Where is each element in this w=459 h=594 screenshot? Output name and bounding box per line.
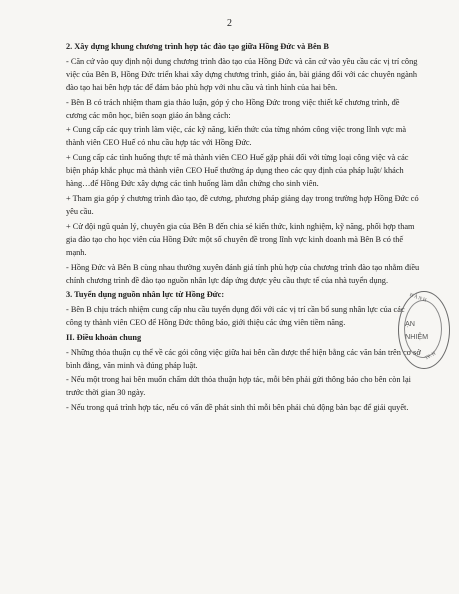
paragraph: - Nếu một trong hai bên muốn chấm dứt thỏa thuận hợp tác, mỗi bên phải gửi thông báo cho bên còn lại trước thời gian 30 ngày. xyxy=(66,375,411,398)
paragraph: - Bên B chịu trách nhiệm cung cấp nhu cầu tuyển dụng đối với các vị trí cần bổ sung nhân lực của các công ty thành viên CEO để Hồng Đức thông báo, giới thiệu các ứng viên tiềm năng. xyxy=(66,305,405,328)
paragraph: - Bên B có trách nhiệm tham gia thảo luận, góp ý cho Hồng Đức trong việc thiết kế chương trình, đề cương các môn học, biên soạn giáo án bằng cách: xyxy=(66,97,400,120)
stamp-top-text: HÀNH xyxy=(408,292,428,305)
stamp-inner-ring xyxy=(404,300,442,358)
section-heading: 2. Xây dựng khung chương trình hợp tác đào tạo giữa Hồng Đức và Bên B xyxy=(66,42,329,51)
company-stamp xyxy=(398,291,450,369)
stamp-line-2: NHIỆM xyxy=(405,332,429,341)
stamp-line-1: ẠN xyxy=(405,319,415,328)
document-body xyxy=(66,40,422,416)
paragraph: + Tham gia góp ý chương trình đào tạo, đề cương, phương pháp giảng dạy trong trường hợp Hồng Đức có yêu cầu. xyxy=(66,194,419,217)
section-heading: II. Điều khoản chung xyxy=(66,332,142,342)
page-number: 2 xyxy=(227,18,232,29)
paragraph: + Cung cấp các tình huống thực tế mà thành viên CEO Huế gặp phải đối với từng loại công việc và các biện pháp khắc phục mà thành viên CEO Huế thường áp dụng theo các quy định của pháp luật/ khách hàng…để Hồng Đức xây dựng các tình huống làm dẫn chứng cho sinh viên. xyxy=(66,153,409,189)
paragraph: - Những thỏa thuận cụ thể về các gói công việc giữa hai bên cần được thể hiện bằng các văn bản trên cơ sở bình đẳng, văn minh và đúng pháp luật. xyxy=(66,347,421,370)
paragraph: + Cung cấp các quy trình làm việc, các kỹ năng, kiến thức của từng nhóm công việc trong lĩnh vực mà thành viên CEO Huế có nhu cầu hợp tác với Hồng Đức. xyxy=(66,125,407,148)
stamp-bottom-text: TP. H xyxy=(424,351,437,362)
paragraph: - Hồng Đức và Bên B cùng nhau thường xuyên đánh giá tính phù hợp của chương trình đào tạo nhằm điều chỉnh chương trình đề đào tạo nguồn nhân lực đáp ứng được yêu cầu thực tế của nhà tuyển dụng. xyxy=(66,262,420,285)
paragraph: - Căn cứ vào quy định nội dung chương trình đào tạo của Hồng Đức và căn cứ vào yêu cầu các vị trí công việc của Bên B, Hồng Đức triển khai xây dựng chương trình, giáo án, bài giảng đối với các chuyên ngành đào tạo hai bên hợp tác để đảm bảo phù hợp với nhu cầu và tình hình của hai bên. xyxy=(66,56,418,92)
section-heading: 3. Tuyển dụng nguồn nhân lực từ Hồng Đức: xyxy=(66,290,225,300)
paragraph: + Cử đội ngũ quản lý, chuyên gia của Bên B đến chia sẻ kiến thức, kinh nghiệm, kỹ năng, phối hợp tham gia đào tạo cho học viên của Hồng Đức một số chuyên đề trong lĩnh vực kinh doanh mà Bên B có thế mạnh. xyxy=(66,221,415,257)
paragraph: - Nếu trong quá trình hợp tác, nếu có vấn đề phát sinh thì mỗi bên phải chủ động bàn bạc để giải quyết. xyxy=(66,403,409,413)
